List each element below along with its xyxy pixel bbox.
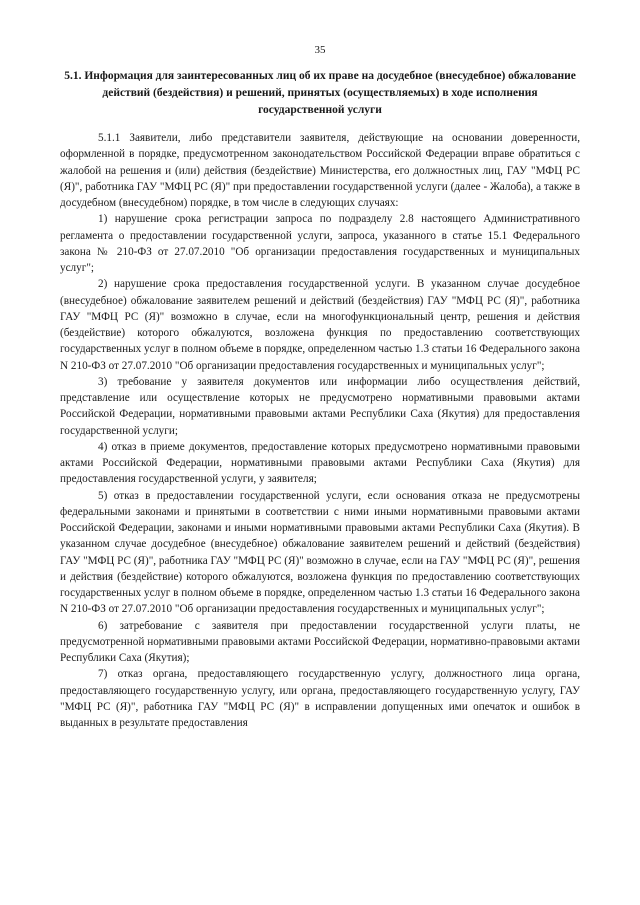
paragraph-item-2: 2) нарушение срока предоставления государственной услуги. В указанном случае досудебное (внесудебное) обжалование заявителем решений и действий (бездействия) ГАУ "МФЦ РС (Я)", работника ГАУ "МФЦ РС (Я)" возможно в случае, если на многофункциональный центр, решения и действия (бездействие) которого обжалуются, возложена функция по предоставлению соответствующих государственных услуг в полном объеме в порядке, определенном частью 1.3 статьи 16 Федерального закона N 210-ФЗ от 27.07.2010 "Об организации предоставления государственных и муниципальных услуг"; <box>60 278 581 372</box>
paragraph-item-7: 7) отказ органа, предоставляющего государственную услугу, должностного лица органа, предоставляющего государственную услугу, или органа, предоставляющего государственную услугу, ГАУ "МФЦ РС (Я)", работника ГАУ "МФЦ РС (Я)" в исправлении допущенных ими опечаток и ошибок в выданных в результате предоставления <box>60 668 580 729</box>
paragraph-item-6: 6) затребование с заявителя при предоставлении государственной услуги платы, не предусмотренной нормативными правовыми актами Российской Федерации, нормативно-правовыми актами Республики Саха (Якутия); <box>60 619 580 664</box>
body-text <box>60 130 580 731</box>
paragraph-item-1: 1) нарушение срока регистрации запроса по подразделу 2.8 настоящего Административного регламента о предоставлении государственной услуги, запроса, указанного в статье 15.1 Федерального закона № 210-ФЗ от 27.07.2010 "Об организации предоставления государственных и муниципальных услуг"; <box>60 213 580 274</box>
paragraph-item-3: 3) требование у заявителя документов или информации либо осуществления действий, представление или осуществление которых не предусмотрено нормативными правовыми актами Российской Федерации, нормативными правовыми актами Республики Саха (Якутия) для предоставления государственной услуги; <box>60 375 580 437</box>
section-heading: 5.1. Информация для заинтересованных лиц об их праве на досудебное (внесудебное) обжалование действий (бездействия) и решений, принятых (осуществляемых) в ходе исполнения государственной услуги <box>64 70 576 116</box>
page-number: 35 <box>314 44 326 56</box>
paragraph-5-1-1: 5.1.1 Заявители, либо представители заявителя, действующие на основании доверенности, оформленной в порядке, предусмотренном законодательством Российской Федерации вправе обратиться с жалобой на решения и (или) действия (бездействие) Министерства, его должностных лиц, ГАУ "МФЦ РС (Я)", работника ГАУ "МФЦ РС (Я)" при предоставлении государственной услуги (далее - Жалоба), а также в досудебном (внесудебном) порядке, в том числе в следующих случаях: <box>60 132 580 209</box>
paragraph-item-5: 5) отказ в предоставлении государственной услуги, если основания отказа не предусмотрены федеральными законами и принятыми в соответствии с ними иными нормативными правовыми актами Российской Федерации, законами и иными нормативными правовыми актами Республики Саха (Якутия). В указанном случае досудебное (внесудебное) обжалование заявителем решений и действий (бездействия) ГАУ "МФЦ РС (Я)", работника ГАУ "МФЦ РС (Я)" возможно в случае, если на ГАУ "МФЦ РС (Я)", решения и действия (бездействие) которого обжалуются, возложена функция по предоставлению соответствующих государственных услуг в полном объеме в порядке, определенном частью 1.3 статьи 16 Федерального закона N 210-ФЗ от 27.07.2010 "Об организации предоставления государственных и муниципальных услуг"; <box>60 489 581 616</box>
paragraph-item-4: 4) отказ в приеме документов, предоставление которых предусмотрено нормативными правовыми актами Российской Федерации, нормативными правовыми актами Республики Саха (Якутия) для предоставления государственной услуги, у заявителя; <box>60 440 580 486</box>
